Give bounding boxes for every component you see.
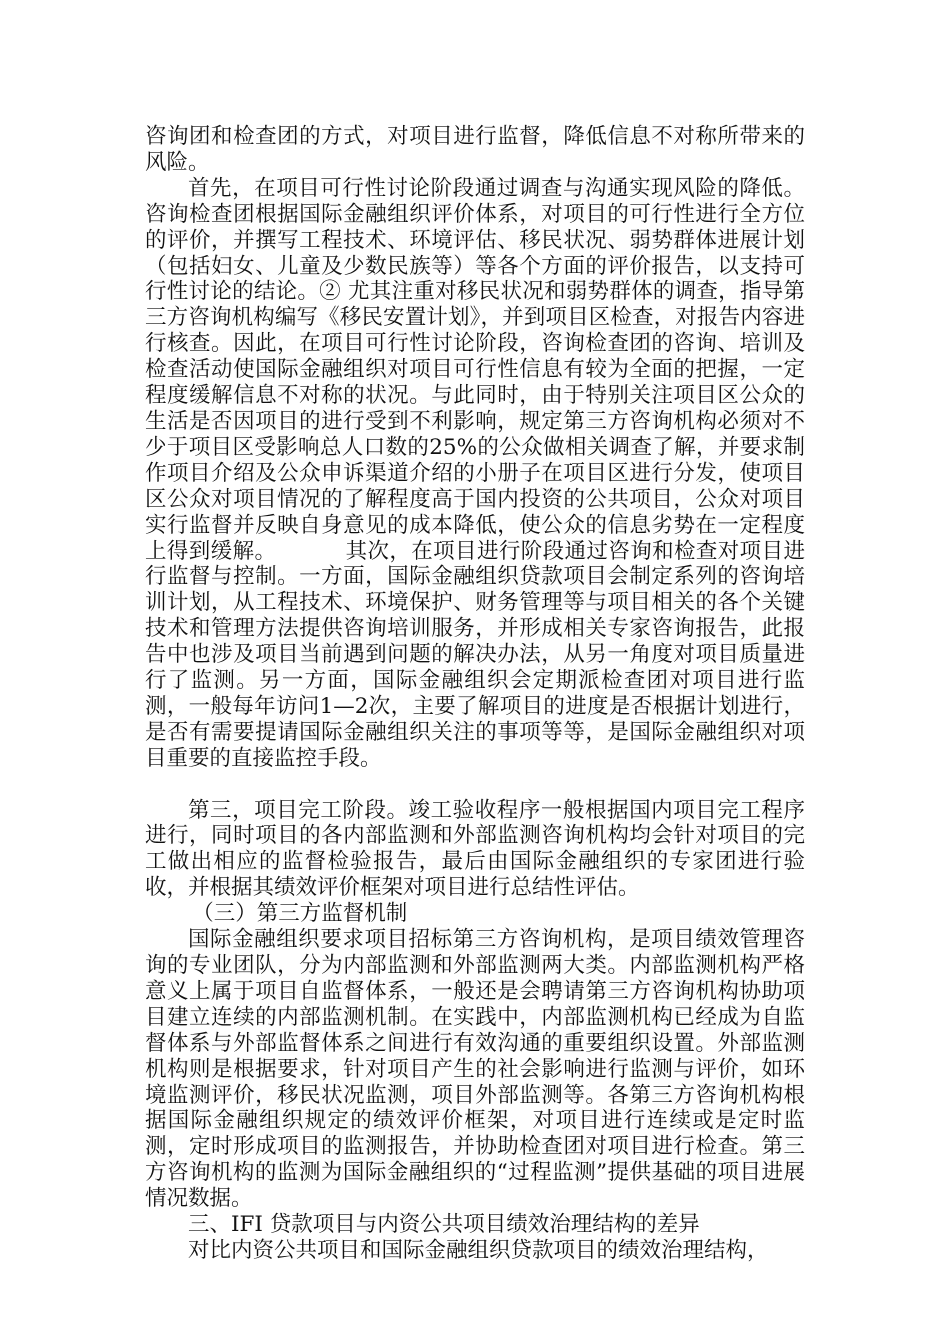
paragraph-first-stage: [145, 176, 805, 772]
paragraph-second-stage-text: 其次，在项目进行阶段通过咨询和检查对项目进行监督与控制。一方面，国际金融组织贷款项目会制定系列的咨询培训计划，从工程技术、环境保护、财务管理等与项目相关的各个关键技术和管理方法提供咨询培训服务，并形成相关专家咨询报告，此报告中也涉及项目当前遇到问题的解决办法，从另一角度对项目质量进行了监测。另一方面，国际金融组织会定期派检查团对项目进行监测，一般每年访问1—2次，主要了解项目的进度是否根据计划进行，是否有需要提请国际金融组织关注的事项等等，是国际金融组织对项目重要的直接监控手段。: [145, 538, 805, 771]
paragraph-third-party-mechanism: 国际金融组织要求项目招标第三方咨询机构，是项目绩效管理咨询的专业团队，分为内部监测和外部监测两大类。内部监测机构严格意义上属于项目自监督体系，一般还是会聘请第三方咨询机构协助项目建立连续的内部监测机制。在实践中，内部监测机构已经成为自监督体系与外部监督体系之间进行有效沟通的重要组织设置。外部监测机构则是根据要求，针对项目产生的社会影响进行监测与评价，如环境监测评价，移民状况监测，项目外部监测等。各第三方咨询机构根据国际金融组织规定的绩效评价框架，对项目进行连续或是定时监测，定时形成项目的监测报告，并协助检查团对项目进行检查。第三方咨询机构的监测为国际金融组织的“过程监测”提供基础的项目进展情况数据。: [145, 927, 805, 1212]
paragraph-continuation: 咨询团和检查团的方式，对项目进行监督，降低信息不对称所带来的风险。: [145, 124, 805, 175]
section-heading-differences: 三、IFI 贷款项目与内资公共项目绩效治理结构的差异: [188, 1212, 700, 1238]
section-heading-third-party: （三）第三方监督机制: [192, 901, 408, 927]
paragraph-third-stage: 第三，项目完工阶段。竣工验收程序一般根据国内项目完工程序进行，同时项目的各内部监测和外部监测咨询机构均会针对项目的完工做出相应的监督检验报告，最后由国际金融组织的专家团进行验收，并根据其绩效评价框架对项目进行总结性评估。: [145, 797, 805, 901]
paragraph-comparison: 对比内资公共项目和国际金融组织贷款项目的绩效治理结构，: [188, 1237, 769, 1263]
paragraph-first-stage-text: 首先，在项目可行性讨论阶段通过调查与沟通实现风险的降低。咨询检查团根据国际金融组织评价体系，对项目的可行性进行全方位的评价，并撰写工程技术、环境评估、移民状况、弱势群体进展计划（包括妇女、儿童及少数民族等）等各个方面的评价报告，以支持可行性讨论的结论。② 尤其注重对移民状况和弱势群体的调查，指导第三方咨询机构编写《移民安置计划》，并到项目区检查，对报告内容进行核查。因此，在项目可行性讨论阶段，咨询检查团的咨询、培训及检查活动使国际金融组织对项目可行性信息有较为全面的把握，一定程度缓解信息不对称的状况。与此同时，由于特别关注项目区公众的生活是否因项目的进行受到不利影响，规定第三方咨询机构必须对不少于项目区受影响总人口数的25%的公众做相关调查了解，并要求制作项目介绍及公众申诉渠道介绍的小册子在项目区进行分发，使项目区公众对项目情况的了解程度高于国内投资的公共项目，公众对项目实行监督并反映自身意见的成本降低，使公众的信息劣势在一定程度上得到缓解。: [145, 175, 805, 564]
document-body: [145, 124, 805, 1264]
